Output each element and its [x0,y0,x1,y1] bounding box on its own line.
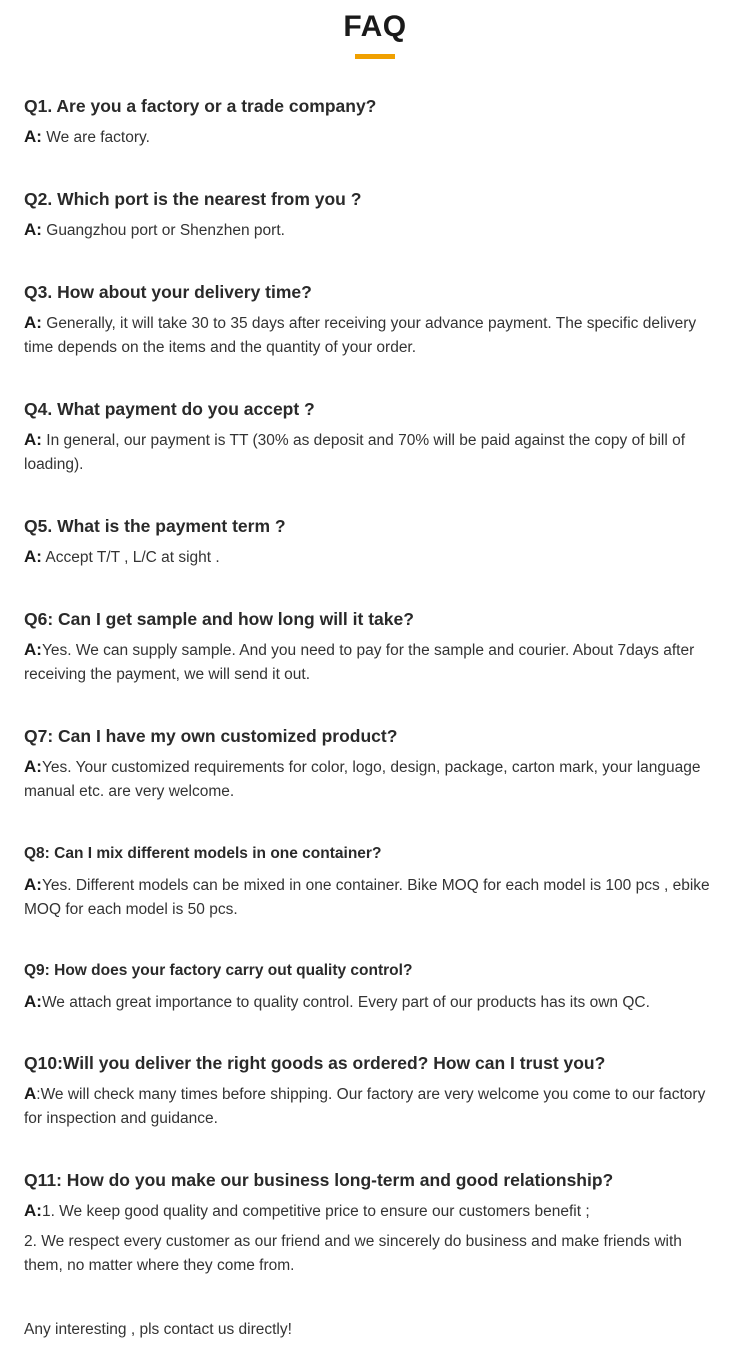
answer-text: We attach great importance to quality control. Every part of our products has its own QC. [41,994,650,1011]
faq-item [24,843,724,922]
faq-question: Q9: How does your factory carry out quality control? [24,962,413,979]
faq-answer [24,545,724,570]
answer-prefix: A: [24,220,42,239]
faq-question: Q1. Are you a factory or a trade company? [24,96,377,116]
faq-item [24,1052,724,1131]
faq-answer [24,1199,724,1224]
faq-answer [24,125,724,150]
faq-answer [24,755,724,804]
answer-text: Guangzhou port or Shenzhen port. [41,222,285,239]
faq-question: Q11: How do you make our business long-term and good relationship? [24,1170,614,1190]
faq-item [24,1169,724,1278]
answer-text: In general, our payment is TT (30% as deposit and 70% will be paid against the copy of bill of loading). [24,432,686,473]
faq-question: Q6: Can I get sample and how long will it take? [24,609,414,629]
faq-item [24,398,724,477]
answer-prefix: A: [24,992,42,1011]
faq-item [24,95,724,150]
faq-question: Q5. What is the payment term ? [24,516,286,536]
faq-answer [24,311,724,360]
answer-prefix: A: [24,430,42,449]
faq-item [24,725,724,804]
answer-prefix: A: [24,127,42,146]
faq-question: Q4. What payment do you accept ? [24,399,315,419]
faq-answer [24,990,724,1015]
faq-answer [24,428,724,477]
closing-note: Any interesting , pls contact us directly! [24,1321,292,1338]
answer-text: Generally, it will take 30 to 35 days after receiving your advance payment. The specific delivery time depends on the items and the quantity of your order. [24,315,697,356]
faq-question: Q8: Can I mix different models in one container? [24,845,382,862]
faq-item [24,188,724,243]
answer-text: Yes. Different models can be mixed in one container. Bike MOQ for each model is 100 pcs , ebike MOQ for each model is 50 pcs. [24,877,710,918]
answer-text: 1. We keep good quality and competitive price to ensure our customers benefit ; [41,1203,590,1220]
faq-question: Q2. Which port is the nearest from you ? [24,189,362,209]
title-underline [355,54,395,59]
faq-answer-continued: 2. We respect every customer as our friend and we sincerely do business and make friends with them, no matter where they come from. [24,1233,682,1274]
faq-question: Q7: Can I have my own customized product? [24,726,398,746]
faq-item [24,515,724,570]
faq-question: Q10:Will you deliver the right goods as ordered? How can I trust you? [24,1053,606,1073]
answer-prefix: A: [24,313,42,332]
faq-question: Q3. How about your delivery time? [24,282,312,302]
answer-text: We are factory. [41,129,150,146]
faq-item [24,608,724,687]
answer-prefix: A: [24,1201,42,1220]
answer-text: Yes. Your customized requirements for color, logo, design, package, carton mark, your language manual etc. are very welcome. [24,759,701,800]
answer-prefix: A: [24,547,42,566]
faq-answer [24,218,724,243]
page-title: FAQ [343,10,407,43]
faq-answer [24,1082,724,1131]
answer-prefix: A: [24,757,42,776]
answer-prefix: A: [24,640,42,659]
faq-answer [24,638,724,687]
answer-text: Yes. We can supply sample. And you need to pay for the sample and courier. About 7days after receiving the payment, we will send it out. [24,642,695,683]
answer-text: :We will check many times before shipping. Our factory are very welcome you come to our factory for inspection and guidance. [24,1086,706,1127]
faq-item [24,960,724,1015]
answer-prefix: A: [24,875,42,894]
faq-answer [24,873,724,922]
answer-prefix: A [24,1084,37,1103]
faq-item [24,281,724,360]
answer-text: Accept T/T , L/C at sight . [41,549,220,566]
